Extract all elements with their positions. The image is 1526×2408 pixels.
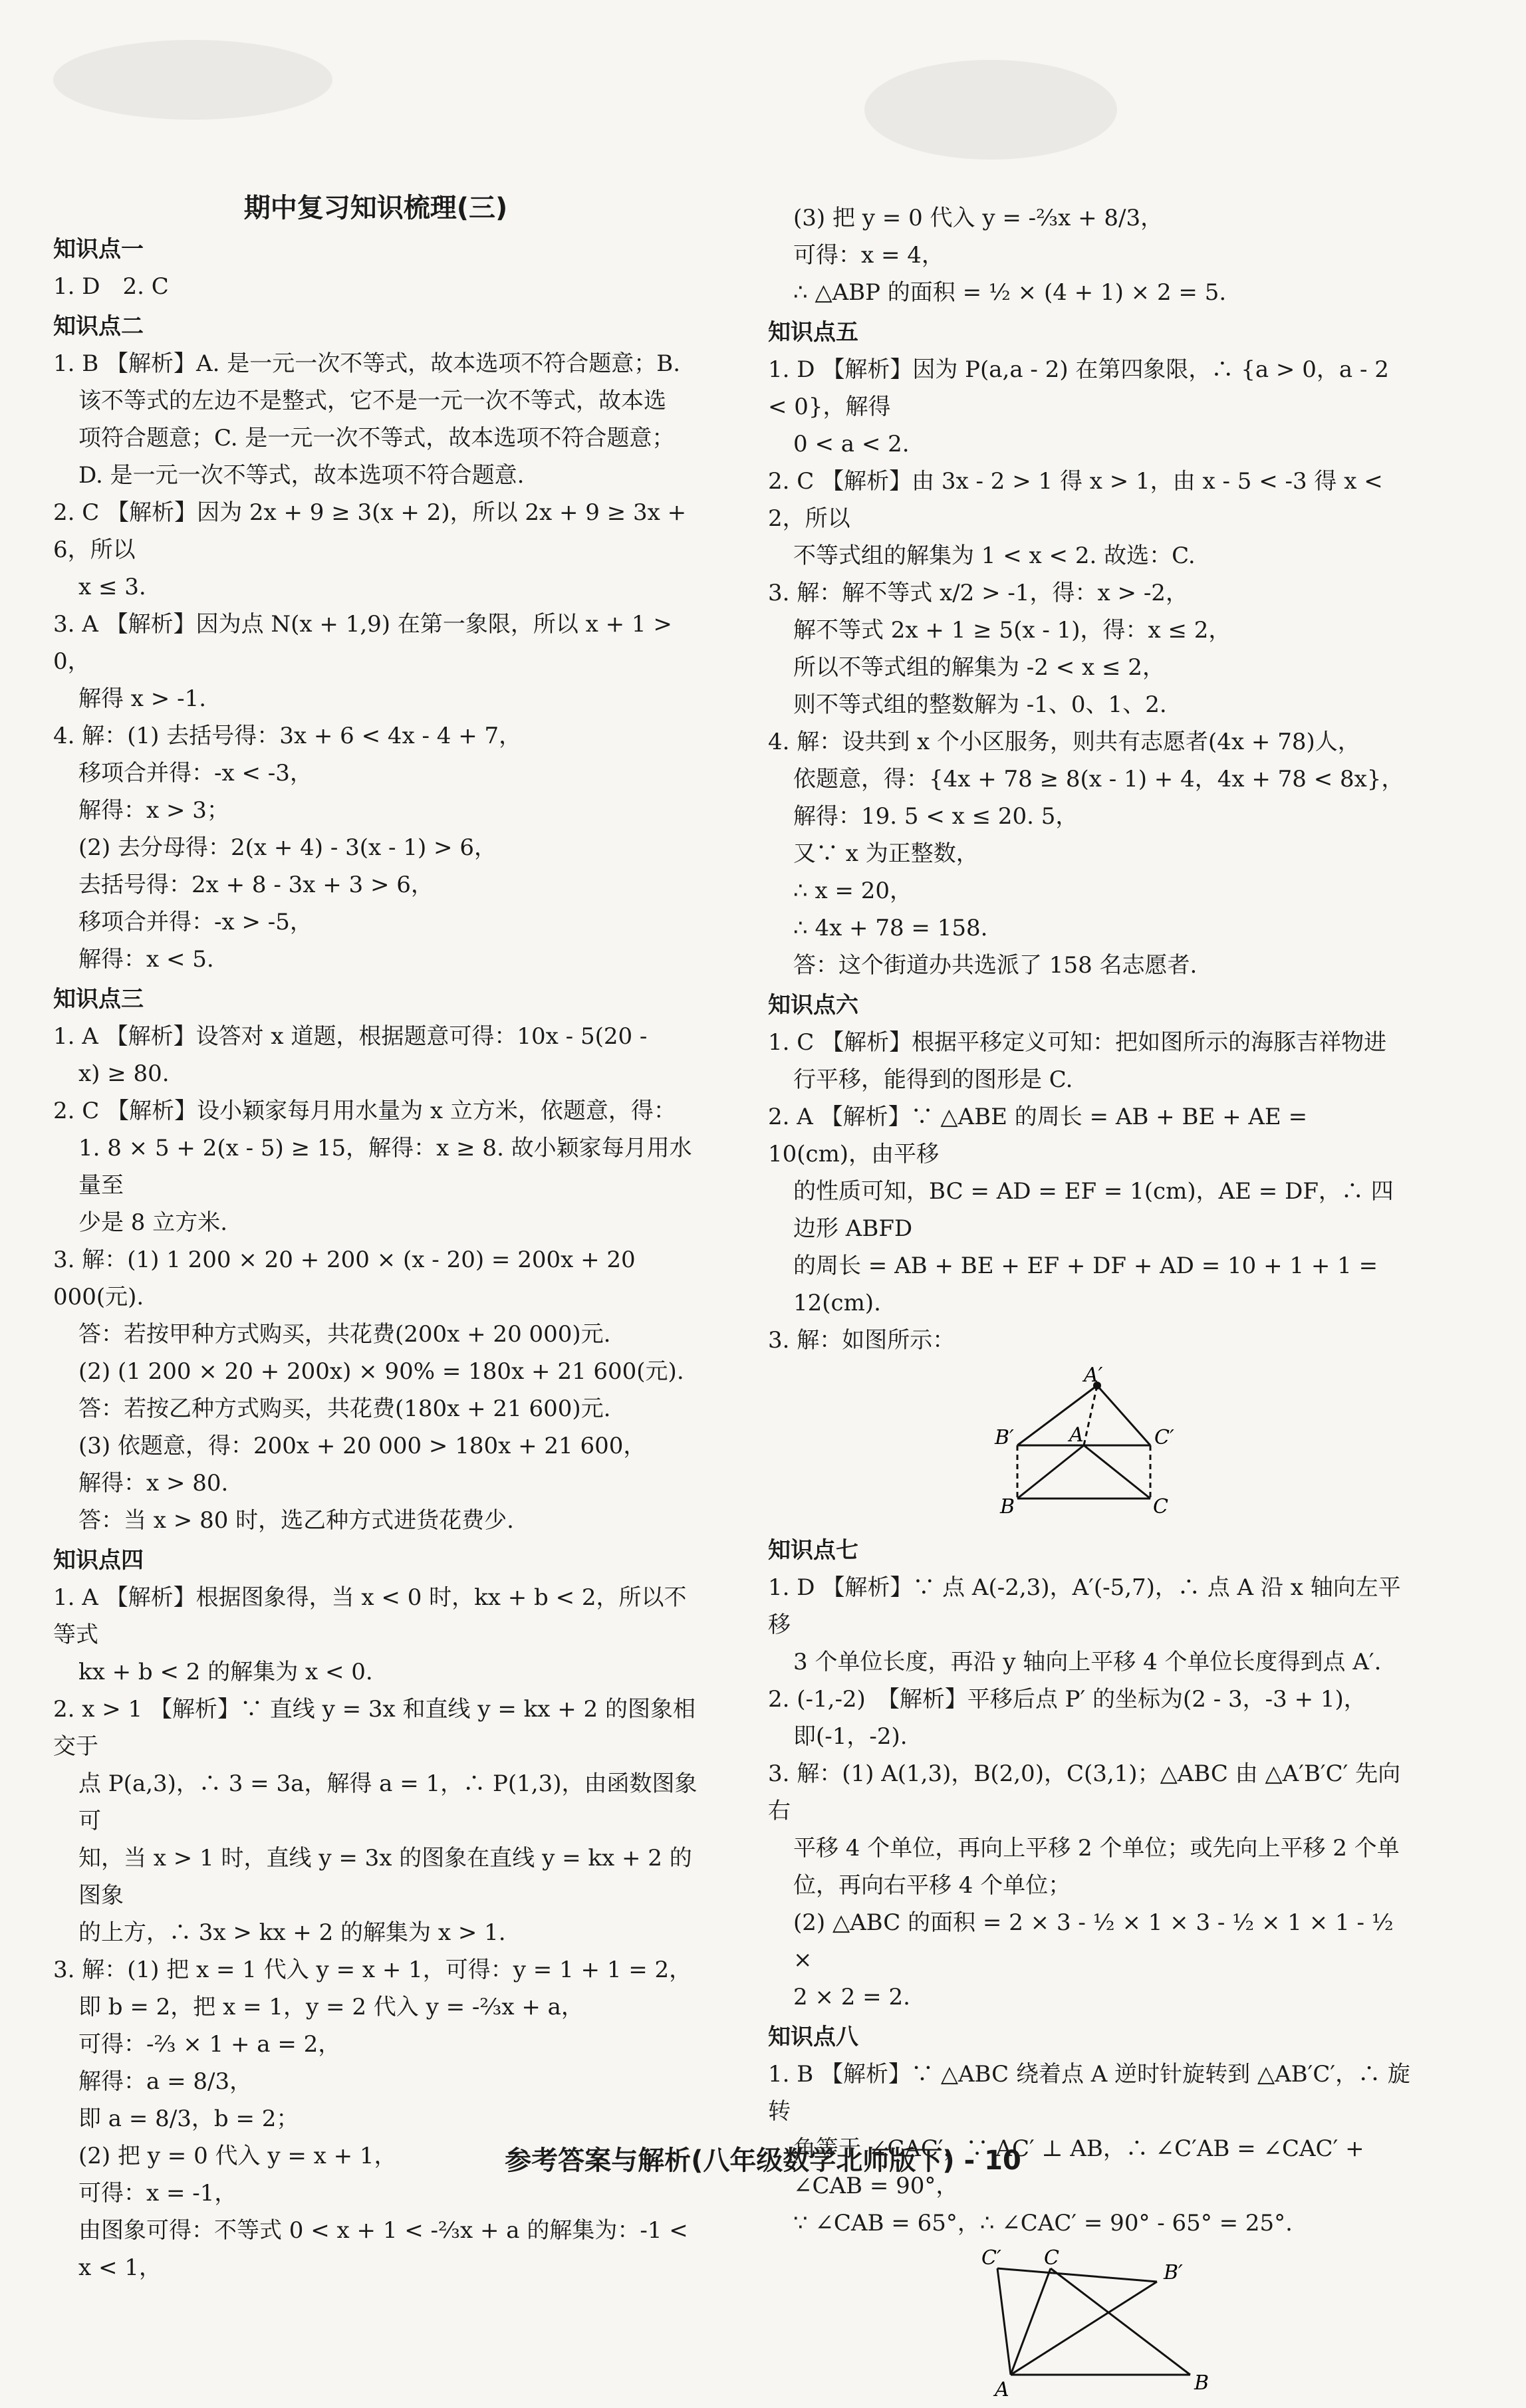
answer-line: 解得 x > -1.: [78, 685, 207, 712]
section-heading: 知识点三: [53, 986, 144, 1013]
answer-line: 依题意，得：{4x + 78 ≥ 8(x - 1) + 4，4x + 78 < 8x}，: [793, 766, 1404, 792]
answer-line: 解得：x < 5.: [78, 946, 214, 973]
answer-line: 1. B 【解析】∵ △ABC 绕着点 A 逆时针旋转到 △AB′C′，∴ 旋转: [768, 2061, 1410, 2125]
answer-line: 解得：a = 8/3，: [78, 2068, 253, 2095]
label-a-prime: A′: [1084, 1366, 1103, 1387]
answer-line: 3. 解：如图所示：: [768, 1327, 955, 1354]
answer-line: 3. 解：解不等式 x/2 > -1，得：x > -2，: [768, 580, 1188, 606]
answer-line: 所以不等式组的解集为 -2 < x ≤ 2，: [793, 654, 1165, 681]
page-footer: 参考答案与解析(八年级数学北师版下) - 10: [505, 2145, 1021, 2176]
answer-line: 2. C 【解析】因为 2x + 9 ≥ 3(x + 2)，所以 2x + 9 ≥ 3x + 6，所以: [53, 499, 694, 563]
section-heading: 知识点五: [768, 319, 858, 346]
answer-line: 2. (-1,-2) 【解析】平移后点 P′ 的坐标为(2 - 3，-3 + 1)，: [768, 1686, 1366, 1713]
answer-line: 可得：x = -1，: [78, 2180, 237, 2207]
answer-line: 2 × 2 = 2.: [793, 1984, 910, 2010]
answer-line: (2) 把 y = 0 代入 y = x + 1，: [78, 2143, 397, 2169]
rotation-figure: [971, 2248, 1210, 2401]
label-c-prime: C′: [1154, 1426, 1174, 1449]
answer-line: (2) 去分母得：2(x + 4) - 3(x - 1) > 6，: [78, 834, 497, 861]
answer-line: 可得：x = 4，: [793, 242, 944, 269]
answer-line: (2) △ABC 的面积 = 2 × 3 - ½ × 1 × 3 - ½ × 1 × 1 - ½ ×: [793, 1909, 1401, 1973]
answer-line: 答：这个街道办共选派了 158 名志愿者.: [793, 952, 1198, 979]
answer-line: 该不等式的左边不是整式，它不是一元一次不等式，故本选: [78, 388, 666, 414]
right-column: [768, 199, 1413, 2408]
answer-line: kx + b < 2 的解集为 x < 0.: [78, 1659, 373, 1685]
answer-line: 2. C 【解析】由 3x - 2 > 1 得 x > 1，由 x - 5 < -3 得 x < 2，所以: [768, 468, 1390, 532]
label-b: B: [1194, 2371, 1209, 2395]
answer-line: ∴ 4x + 78 = 158.: [793, 915, 988, 941]
answer-line: ∴ △ABP 的面积 = ½ × (4 + 1) × 2 = 5.: [793, 279, 1227, 306]
section-heading: 知识点八: [768, 2024, 858, 2050]
label-c: C: [1044, 2248, 1059, 2270]
label-b: B: [1000, 1495, 1015, 1518]
answer-line: 的上方，∴ 3x > kx + 2 的解集为 x > 1.: [78, 1919, 506, 1946]
answer-line: 解得：19. 5 < x ≤ 20. 5，: [793, 803, 1079, 830]
left-column: [53, 189, 698, 2286]
segment: [1017, 1445, 1084, 1499]
answer-line: 即(-1，-2).: [793, 1723, 908, 1750]
answer-line: (3) 把 y = 0 代入 y = -⅔x + 8/3，: [793, 205, 1164, 231]
answer-line: 1. 8 × 5 + 2(x - 5) ≥ 15，解得：x ≥ 8. 故小颖家每月用水量至: [78, 1135, 692, 1199]
section-heading: 知识点六: [768, 992, 858, 1019]
answer-line: 位，再向右平移 4 个单位；: [793, 1872, 1071, 1899]
label-b-prime: B′: [995, 1426, 1014, 1449]
answer-line: 1. D 2. C: [53, 273, 169, 300]
page-title: 期中复习知识梳理(三): [243, 193, 508, 223]
section-heading: 知识点四: [53, 1547, 144, 1574]
answer-line: 1. D 【解析】因为 P(a,a - 2) 在第四象限，∴ {a > 0，a - 2 < 0}，解得: [768, 356, 1396, 420]
answer-line: 1. A 【解析】根据图象得，当 x < 0 时，kx + b < 2，所以不等式: [53, 1584, 687, 1648]
answer-line: 角等于 ∠CAC′，∵ AC′ ⊥ AB，∴ ∠C′AB = ∠CAC′ + ∠CAB = 90°，: [793, 2135, 1372, 2199]
label-a: A: [995, 2378, 1009, 2401]
answer-line: 可得：-⅔ × 1 + a = 2，: [78, 2031, 341, 2058]
answer-line: 知，当 x > 1 时，直线 y = 3x 的图象在直线 y = kx + 2 的图象: [78, 1845, 692, 1909]
answer-line: 1. A 【解析】设答对 x 道题，根据题意可得：10x - 5(20 -: [53, 1023, 648, 1050]
answer-line: 答：若按乙种方式购买，共花费(180x + 21 600)元.: [78, 1395, 611, 1422]
segment: [997, 2268, 1157, 2282]
segment: [1017, 1385, 1097, 1445]
answer-line: 不等式组的解集为 1 < x < 2. 故选：C.: [793, 542, 1196, 569]
answer-line: 1. B 【解析】A. 是一元一次不等式，故本选项不符合题意；B.: [53, 350, 681, 377]
section-heading: 知识点二: [53, 313, 144, 340]
answer-line: 2. x > 1 【解析】∵ 直线 y = 3x 和直线 y = kx + 2 的图象相交于: [53, 1696, 696, 1760]
answer-line: 解得：x > 3；: [78, 797, 229, 824]
answer-line: 去括号得：2x + 8 - 3x + 3 > 6，: [78, 872, 434, 898]
segment: [1084, 1445, 1150, 1499]
section-heading: 知识点七: [768, 1537, 858, 1564]
segment: [1011, 2268, 1051, 2375]
label-c-prime: C′: [981, 2248, 1001, 2270]
segment: [1051, 2268, 1190, 2375]
answer-line: 行平移，能得到的图形是 C.: [793, 1066, 1073, 1093]
answer-line: x ≤ 3.: [78, 574, 146, 600]
answer-line: 移项合并得：-x > -5，: [78, 909, 313, 935]
answer-line: 即 a = 8/3，b = 2；: [78, 2106, 299, 2132]
answer-line: 3 个单位长度，再沿 y 轴向上平移 4 个单位长度得到点 A′.: [793, 1649, 1382, 1675]
answer-line: 答：若按甲种方式购买，共花费(200x + 20 000)元.: [78, 1321, 611, 1348]
answer-line: x) ≥ 80.: [78, 1060, 170, 1087]
answer-line: 解得：x > 80.: [78, 1470, 229, 1497]
answer-line: ∵ ∠CAB = 65°，∴ ∠CAC′ = 90° - 65° = 25°.: [793, 2210, 1293, 2236]
label-a: A: [1069, 1423, 1084, 1447]
answer-line: 由图象可得：不等式 0 < x + 1 < -⅔x + a 的解集为：-1 < x < 1，: [78, 2217, 696, 2281]
answer-line: 2. C 【解析】设小颖家每月用水量为 x 立方米，依题意，得：: [53, 1098, 676, 1124]
answer-line: 移项合并得：-x < -3，: [78, 760, 313, 786]
section-heading: 知识点一: [53, 236, 144, 263]
scan-smudge: [864, 60, 1117, 160]
answer-line: (2) (1 200 × 20 + 200x) × 90% = 180x + 21 600(元).: [78, 1358, 684, 1385]
segment: [1011, 2282, 1157, 2375]
answer-line: 3. 解：(1) A(1,3)，B(2,0)，C(3,1)；△ABC 由 △A′B′C′ 先向右: [768, 1760, 1401, 1824]
answer-line: 0 < a < 2.: [793, 431, 910, 457]
answer-line: 答：当 x > 80 时，选乙种方式进货花费少.: [78, 1507, 514, 1534]
answer-line: ∴ x = 20，: [793, 878, 912, 904]
scan-smudge: [53, 40, 332, 120]
answer-line: 则不等式组的整数解为 -1、0、1、2.: [793, 691, 1167, 718]
answer-line: 3. 解：(1) 1 200 × 20 + 200 × (x - 20) = 200x + 20 000(元).: [53, 1247, 643, 1310]
answer-line: 4. 解：(1) 去括号得：3x + 6 < 4x - 4 + 7，: [53, 723, 522, 749]
answer-line: (3) 依题意，得：200x + 20 000 > 180x + 21 600，: [78, 1433, 646, 1459]
answer-line: 点 P(a,3)，∴ 3 = 3a，解得 a = 1，∴ P(1,3)，由函数图象可: [78, 1770, 698, 1834]
answer-line: 平移 4 个单位，再向上平移 2 个单位；或先向上平移 2 个单: [793, 1835, 1400, 1862]
answer-line: 的性质可知，BC = AD = EF = 1(cm)，AE = DF，∴ 四边形 ABFD: [793, 1178, 1394, 1242]
answer-line: 2. A 【解析】∵ △ABE 的周长 = AB + BE + AE = 10(cm)，由平移: [768, 1104, 1315, 1167]
answer-line: 3. 解：(1) 把 x = 1 代入 y = x + 1，可得：y = 1 + 1 = 2，: [53, 1957, 692, 1983]
fig1-figure: [768, 1366, 1413, 1525]
answer-line: 项符合题意；C. 是一元一次不等式，故本选项不符合题意；: [78, 425, 675, 451]
answer-line: 的周长 = AB + BE + EF + DF + AD = 10 + 1 + 1 = 12(cm).: [793, 1253, 1385, 1316]
translation-figure: [991, 1366, 1190, 1525]
fig2-figure: [768, 2248, 1413, 2401]
answer-line: 即 b = 2，把 x = 1，y = 2 代入 y = -⅔x + a，: [78, 1994, 584, 2020]
answer-line: 1. D 【解析】∵ 点 A(-2,3)，A′(-5,7)，∴ 点 A 沿 x 轴向左平移: [768, 1574, 1401, 1638]
answer-line: D. 是一元一次不等式，故本选项不符合题意.: [78, 462, 525, 489]
label-b-prime: B′: [1164, 2261, 1183, 2284]
answer-line: 又∵ x 为正整数，: [793, 840, 979, 867]
answer-line: 少是 8 立方米.: [78, 1209, 228, 1236]
answer-line: 3. A 【解析】因为点 N(x + 1,9) 在第一象限，所以 x + 1 > 0，: [53, 611, 680, 675]
label-c: C: [1153, 1495, 1168, 1518]
answer-line: 1. C 【解析】根据平移定义可知：把如图所示的海豚吉祥物进: [768, 1029, 1387, 1056]
answer-line: 解不等式 2x + 1 ≥ 5(x - 1)，得：x ≤ 2，: [793, 617, 1231, 644]
answer-line: 4. 解：设共到 x 个小区服务，则共有志愿者(4x + 78)人，: [768, 729, 1360, 755]
segment: [997, 2268, 1011, 2375]
segment: [1097, 1385, 1150, 1445]
